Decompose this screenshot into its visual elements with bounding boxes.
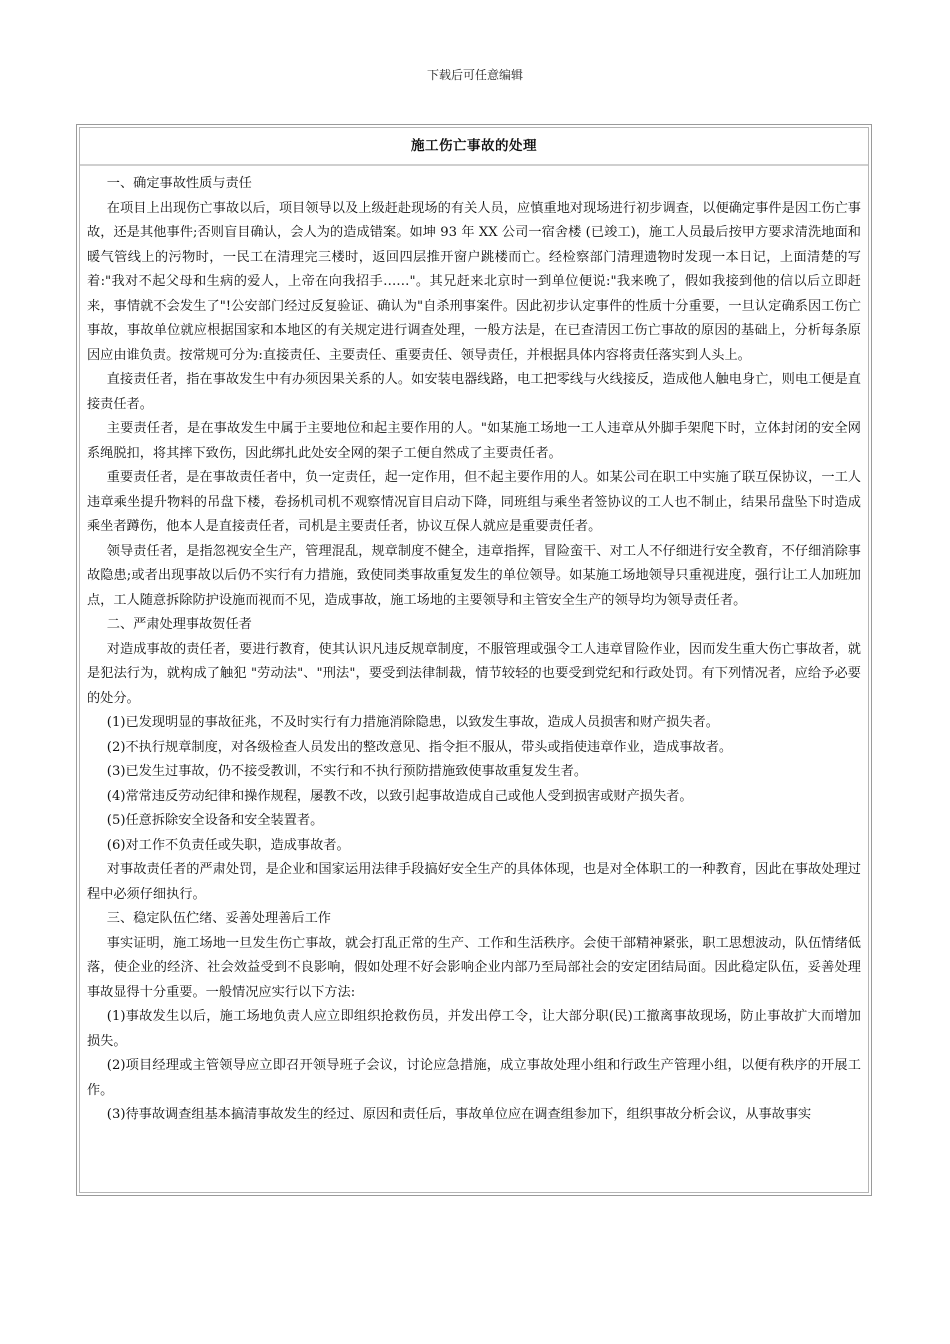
list-item: (6)对工作不负责任或失职，造成事故者。: [106, 837, 350, 853]
paragraph: 直接责任者，指在事故发生中有办须因果关系的人。如安装电器线路，电工把零线与火线接反，造成他人触电身亡，则电工便是直接责任者。: [87, 372, 861, 412]
paragraph: 对事故责任者的严肃处罚，是企业和国家运用法律手段搞好安全生产的具体体现，也是对全体职工的一种教育，因此在事故处理过程中必须仔细执行。: [87, 862, 861, 902]
paragraph: 事实证明，施工场地一旦发生伤亡事故，就会打乱正常的生产、工作和生活秩序。会使干部精神紧张，职工思想波动，队伍情绪低落，使企业的经济、社会效益受到不良影响，假如处理不好会影响企业内部乃至局部社会的安定团结局面。因此稳定队伍，妥善处理事故显得十分重要。一般情况应实行以下方法:: [87, 935, 861, 1000]
paragraph: 重要责任者，是在事故责任者中，负一定责任，起一定作用，但不起主要作用的人。如某公司在职工中实施了联互保协议，一工人违章乘坐提升物料的吊盘下楼，卷扬机司机不观察情况盲目启动下降，同班组与乘坐者签协议的工人也不制止，结果吊盘坠下时造成乘坐者蹲伤，他本人是直接责任者，司机是主要责任者，协议互保人就应是重要责任者。: [87, 470, 861, 534]
list-item: (4)常常违反劳动纪律和操作规程，屡教不改，以致引起事故造成自己或他人受到损害或财产损失者。: [106, 788, 693, 804]
list-item: (2)项目经理或主管领导应立即召开领导班子会议，讨论应急措施，成立事故处理小组和行政生产管理小组，以便有秩序的开展工作。: [87, 1058, 861, 1098]
document-table-inner: [79, 127, 869, 1193]
paragraph: 主要责任者，是在事故发生中属于主要地位和起主要作用的人。"如某施工场地一工人违章从外脚手架爬下时，立体封闭的安全网系绳脱扣，将其摔下致伤，因此绑扎此处安全网的架子工便自然成了主要责任者。: [87, 421, 861, 461]
paragraph: 在项目上出现伤亡事故以后，项目领导以及上级赶赴现场的有关人员，应慎重地对现场进行初步调查，以便确定事件是因工伤亡事故，还是其他事件;否则盲目确认，会人为的造成错案。如坤 93 年 XX 公司一宿舍楼 (已竣工)，施工人员最后按甲方要求清洗地面和暖气管线上的污物时，一民工在清理完三楼时，返回四层推开窗户跳楼而亡。经检察部门清理遗物时发现一本日记，上面清楚的写着:"我对不起父母和生病的爱人，上帝在向我招手……"。其兄赶来北京时一到单位便说:"我来晚了，假如我接到他的信以后立即赶来，事情就不会发生了"!公安部门经过反复验证、确认为"自杀刑事案件。因此初步认定事件的性质十分重要，一旦认定确系因工伤亡事故，事故单位就应根据国家和本地区的有关规定进行调查处理，一般方法是，在已查清因工伤亡事故的原因的基础上，分析每条原因应由谁负责。按常规可分为:直接责任、主要责任、重要责任、领导责任，并根据具体内容将责任落实到人头上。: [87, 200, 861, 363]
paragraph: 对造成事故的责任者，要进行教育，使其认识凡违反规章制度，不服管理或强令工人违章冒险作业，因而发生重大伤亡事故者，就是犯法行为，就构成了触犯 "劳动法"、"刑法"，要受到法律制裁，情节较轻的也要受到党纪和行政处罚。有下列情况者，应给予必要的处分。: [87, 641, 861, 706]
document-body: [80, 166, 868, 1128]
list-item: (1)已发现明显的事故征兆，不及时实行有力措施消除隐患，以致发生事故，造成人员损害和财产损失者。: [106, 715, 719, 730]
list-item: (3)待事故调查组基本搞清事故发生的经过、原因和责任后，事故单位应在调查组参加下，组织事故分析会议，从事故事实: [106, 1107, 812, 1122]
document-title: 施工伤亡事故的处理: [80, 128, 868, 166]
list-item: (1)事故发生以后，施工场地负责人应立即组织抢救伤员，并发出停工令，让大部分职(民)工撤离事故现场，防止事故扩大而增加损失。: [87, 1009, 861, 1049]
list-item: (3)已发生过事故，仍不接受教训，不实行和不执行预防措施致使事故重复发生者。: [106, 764, 588, 779]
paragraph: 领导责任者，是指忽视安全生产，管理混乱，规章制度不健全，违章指挥，冒险蛮干、对工人不仔细进行安全教育，不仔细消除事故隐患;或者出现事故以后仍不实行有力措施，致使同类事故重复发生的单位领导。如某施工场地领导只重视进度，强行让工人加班加点，工人随意拆除防护设施而视而不见，造成事故，施工场地的主要领导和主管安全生产的领导均为领导责任者。: [87, 543, 861, 608]
document-table: [76, 124, 872, 1196]
section-heading-2: 二、严肃处理事故贺任者: [106, 617, 252, 632]
header-note: 下载后可任意编辑: [426, 68, 523, 82]
section-heading-1: 一、确定事故性质与责任: [106, 176, 252, 191]
list-item: (5)任意拆除安全设备和安全装置者。: [106, 813, 324, 828]
section-heading-3: 三、稳定队伍伫绪、妥善处理善后工作: [106, 911, 331, 926]
list-item: (2)不执行规章制度，对各级检查人员发出的整改意见、指令拒不服从，带头或指使违章作业，造成事故者。: [106, 739, 733, 755]
